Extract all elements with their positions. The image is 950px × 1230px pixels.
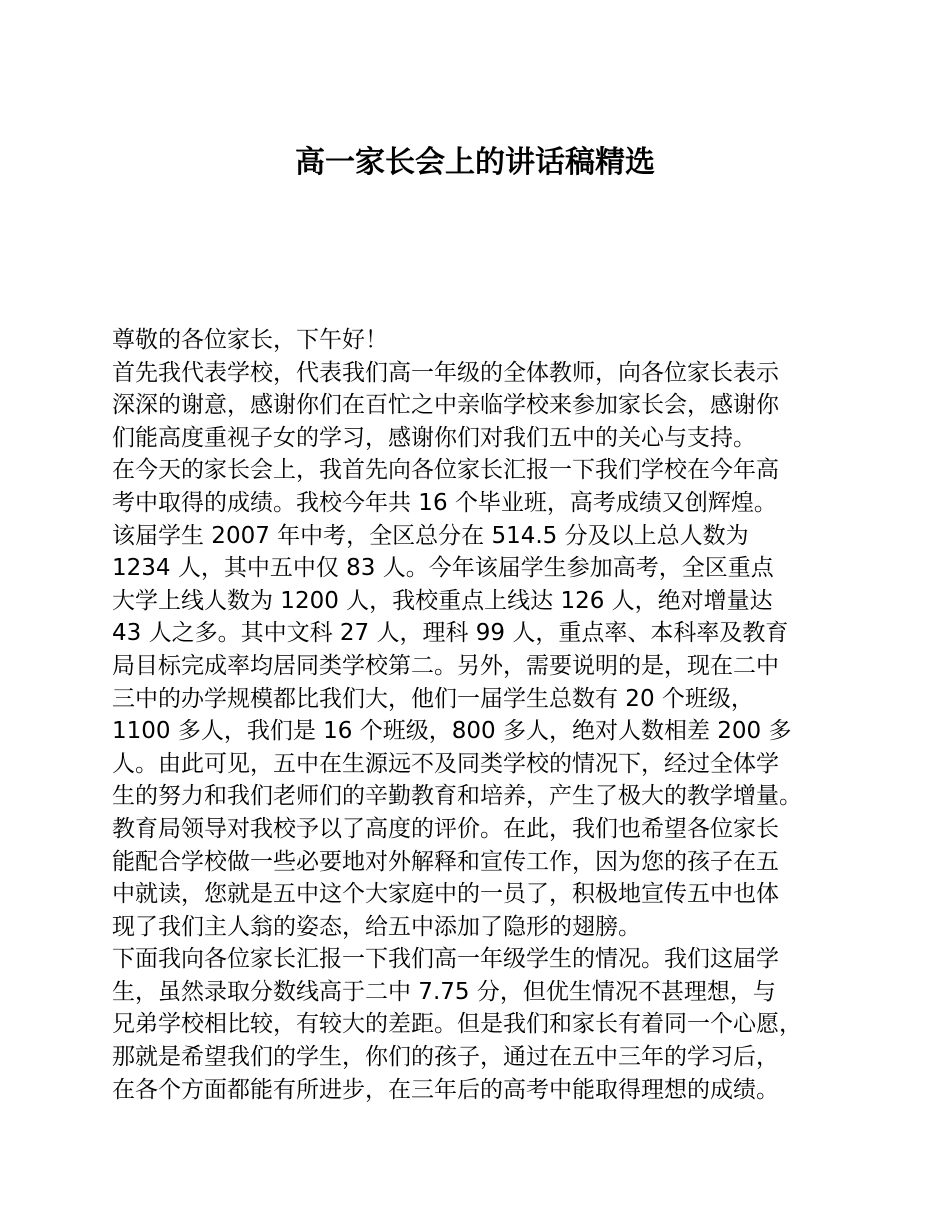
- paragraph-line: 兄弟学校相比较，有较大的差距。但是我们和家长有着同一个心愿，: [112, 1011, 802, 1038]
- paragraph-line: 生的努力和我们老师们的辛勤教育和培养，产生了极大的教学增量。: [112, 783, 802, 810]
- paragraph-line: 在今天的家长会上，我首先向各位家长汇报一下我们学校在今年高: [112, 457, 779, 484]
- paragraph-line: 中就读，您就是五中这个大家庭中的一员了，积极地宣传五中也体: [112, 881, 779, 908]
- paragraph-line: 1100 多人，我们是 16 个班级，800 多人，绝对人数相差 200 多: [112, 718, 792, 745]
- paragraph-line: 在各个方面都能有所进步，在三年后的高考中能取得理想的成绩。: [112, 1076, 779, 1103]
- paragraph-line: 首先我代表学校，代表我们高一年级的全体教师，向各位家长表示: [112, 359, 779, 386]
- paragraph-line: 43 人之多。其中文科 27 人，理科 99 人，重点率、本科率及教育: [112, 620, 789, 647]
- paragraph-line: 大学上线人数为 1200 人，我校重点上线达 126 人，绝对增量达: [112, 587, 773, 614]
- paragraph-line: 能配合学校做一些必要地对外解释和宣传工作，因为您的孩子在五: [112, 848, 779, 875]
- paragraph-line: 现了我们主人翁的姿态，给五中添加了隐形的翅膀。: [112, 913, 641, 940]
- paragraph-line: 考中取得的成绩。我校今年共 16 个毕业班，高考成绩又创辉煌。: [112, 489, 777, 516]
- paragraph-line: 人。由此可见，五中在生源远不及同类学校的情况下，经过全体学: [112, 750, 779, 777]
- paragraph-line: 局目标完成率均居同类学校第二。另外，需要说明的是，现在二中: [112, 652, 779, 679]
- paragraph-line: 三中的办学规模都比我们大，他们一届学生总数有 20 个班级，: [112, 685, 754, 712]
- paragraph-line: 那就是希望我们的学生，你们的孩子，通过在五中三年的学习后，: [112, 1044, 779, 1071]
- paragraph-line: 们能高度重视子女的学习，感谢你们对我们五中的关心与支持。: [112, 424, 756, 451]
- document-title: 高一家长会上的讲话稿精选: [295, 145, 655, 180]
- paragraph-line: 下面我向各位家长汇报一下我们高一年级学生的情况。我们这届学: [112, 946, 779, 973]
- paragraph-line: 教育局领导对我校予以了高度的评价。在此，我们也希望各位家长: [112, 815, 779, 842]
- paragraph-line: 尊敬的各位家长，下午好！: [112, 327, 388, 353]
- paragraph-line: 1234 人，其中五中仅 83 人。今年该届学生参加高考，全区重点: [112, 555, 774, 582]
- paragraph-line: 该届学生 2007 年中考，全区总分在 514.5 分及以上总人数为: [112, 522, 749, 549]
- paragraph-line: 生，虽然录取分数线高于二中 7.75 分，但优生情况不甚理想，与: [112, 978, 776, 1005]
- paragraph-line: 深深的谢意，感谢你们在百忙之中亲临学校来参加家长会，感谢你: [112, 392, 779, 419]
- document-body: [112, 324, 872, 1106]
